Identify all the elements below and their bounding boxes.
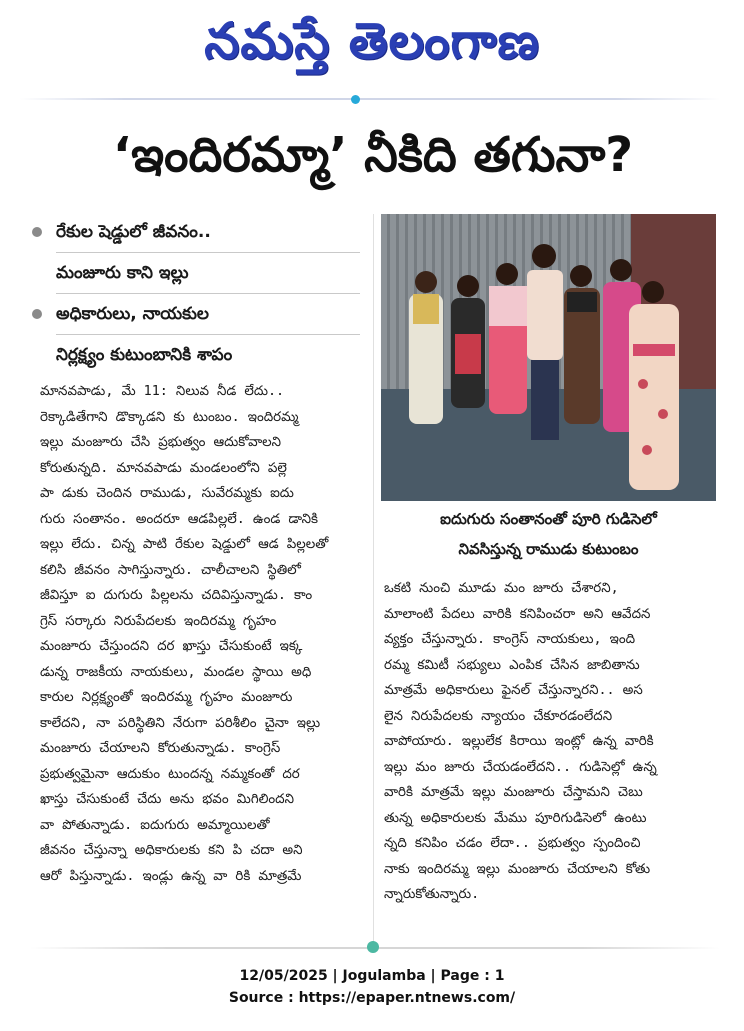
masthead — [0, 6, 744, 76]
article-line: కాలేదని, నా పరిస్థితిని నేరుగా పరిశీలిం చైనా ఇల్లు — [40, 715, 321, 731]
headline: ‘ఇందిరమ్మా’ నీకిది తగునా? — [112, 127, 634, 183]
bullet-icon — [32, 227, 42, 237]
article-line: ప్రభుత్వమైనా ఆదుకుం టుందన్న నమ్మకంతో దర — [40, 766, 300, 782]
article-line: నాకు ఇందిరమ్మ ఇల్లు మంజూరు చేయాలని కోతు — [384, 861, 651, 877]
page-footer — [0, 965, 744, 1009]
accent-dot — [351, 95, 360, 104]
article-line: మాత్రమే అధికారులు ఫైనల్ చేస్తున్నారని.. అస — [384, 683, 643, 698]
column-divider — [373, 214, 374, 946]
article-line: కలిసి జీవనం సాగిస్తున్నారు. చాలీచాలని స్థితిలో — [40, 562, 301, 578]
article-line: న్నది కనిపిం చడం లేదా.. ప్రభుత్వం స్పందించి — [384, 836, 641, 851]
article-line: ఆరో పిస్తున్నాడు. ఇండ్లు ఉన్న వా రికి మాత్రమే — [40, 868, 302, 884]
article-line: ఖాస్తు చేసుకుంటే చేదు అను భవం మిగిలిందని — [40, 792, 294, 807]
bullet-icon — [32, 309, 42, 319]
photo-figures — [381, 214, 716, 501]
bullet-text: అధికారులు, నాయకుల — [56, 304, 209, 324]
article-line: న్నారుకోతున్నారు. — [384, 887, 480, 902]
article-line: ఇల్లు మం జూరు చేయడంలేదని.. గుడిసెల్లో ఉన్న — [384, 759, 657, 775]
caption-line: నివసిస్తున్న రాముడు కుటుంబం — [458, 540, 639, 558]
bullet-item-continued — [30, 253, 360, 293]
article-line: ఇల్లు మంజూరు చేసి ప్రభుత్వం ఆదుకోవాలని — [40, 435, 281, 450]
article-line: జీవనం చేస్తున్నా అధికారులకు కని పి చదా అని — [40, 843, 303, 858]
family-photo — [381, 214, 716, 501]
bullet-text: నిర్లక్ష్యం కుటుంబానికి శాపం — [56, 345, 233, 365]
bullet-points — [30, 212, 360, 375]
bullet-item — [30, 294, 360, 334]
person-figure — [564, 265, 600, 424]
person-figure — [489, 263, 527, 414]
bullet-item-continued — [30, 335, 360, 375]
article-line: డున్న రాజకీయ నాయకులు, మండల స్థాయి అధి — [40, 664, 312, 680]
footer-source-link[interactable]: Source : https://epaper.ntnews.com/ — [228, 990, 516, 1006]
person-figure — [629, 281, 679, 490]
article-column-right — [384, 576, 720, 908]
article-line: రెక్కాడితేగాని డొక్కాడని కు టుంబం. ఇందిరమ్మ — [40, 409, 299, 425]
article-line: జీవిస్తూ ఐ దుగురు పిల్లలను చదివిస్తున్నాడు. కాం — [40, 588, 313, 603]
masthead-title: నమస్తే తెలంగాణ — [204, 11, 540, 70]
article-line: గురు సంతానం. అందరూ ఆడపిల్లలే. ఉండ డానికి — [40, 511, 319, 527]
article-line: వ్యక్తం చేస్తున్నారు. కాంగ్రెస్ నాయకులు, ఇంది — [384, 632, 636, 647]
photo-caption — [381, 504, 716, 570]
article-line: మాలాంటి పేదలు వారికి కనిపించరా అని ఆవేదన — [384, 606, 651, 622]
divider-top — [20, 98, 720, 100]
person-figure — [527, 244, 563, 440]
article-column-left — [40, 379, 362, 889]
article-line: పా డుకు చెందిన రాముడు, సువేరమ్మకు ఐదు — [40, 486, 294, 501]
article-line: తున్న అధికారులకు మేము పూరిగుడిసెలో ఉంటు — [384, 810, 647, 826]
article-line: కారుల నిర్లక్ష్యంతో ఇందిరమ్మ గృహం మంజూరు — [40, 690, 293, 705]
person-figure — [409, 271, 443, 424]
article-line: ఇల్లు లేదు. చిన్న పాటి రేకుల షెడ్డులో ఆడ పిల్లలతో — [40, 537, 329, 552]
footer-date-line: 12/05/2025 | Jogulamba | Page : 1 — [239, 968, 505, 984]
person-figure — [451, 275, 485, 408]
article-line: మంజూరు చేయాలని కోరుతున్నాడు. కాంగ్రెస్ — [40, 741, 281, 756]
bullet-item — [30, 212, 360, 252]
leaf-logo-icon — [367, 941, 379, 953]
article-line: కోరుతున్నది. మానవపాడు మండలంలోని పల్లె — [40, 460, 287, 476]
article-line: గ్రెస్ సర్కారు నిరుపేదలకు ఇందిరమ్మ గృహం — [40, 613, 277, 629]
article-line: వాపోయారు. ఇల్లులేక కిరాయి ఇంట్లో ఉన్న వారికి — [384, 734, 654, 749]
bullet-text: మంజూరు కాని ఇల్లు — [56, 263, 189, 283]
caption-line: ఐదుగురు సంతానంతో పూరి గుడిసెలో — [440, 510, 657, 528]
article-line: మానవపాడు, మే 11: నిలువ నీడ లేదు.. — [40, 384, 285, 399]
article-line: లైన నిరుపేదలకు న్యాయం చేకూరడంలేదని — [384, 708, 613, 724]
article-line: వారికి మాత్రమే ఇల్లు మంజూరు చేస్తామని చెబు — [384, 785, 643, 800]
article-line: ఒకటి నుంచి మూడు మం జూరు చేశారని, — [384, 581, 619, 596]
bullet-text: రేకుల షెడ్డులో జీవనం.. — [56, 222, 211, 242]
article-line: రమ్మ కమిటీ సభ్యులు ఎంపిక చేసిన జాబితాను — [384, 657, 640, 673]
article-line: వా పోతున్నాడు. ఐదుగురు అమ్మాయిలతో — [40, 817, 270, 833]
article-line: మంజూరు చేస్తుందని దర ఖాస్తు చేసుకుంటే ఇక్క — [40, 639, 303, 654]
